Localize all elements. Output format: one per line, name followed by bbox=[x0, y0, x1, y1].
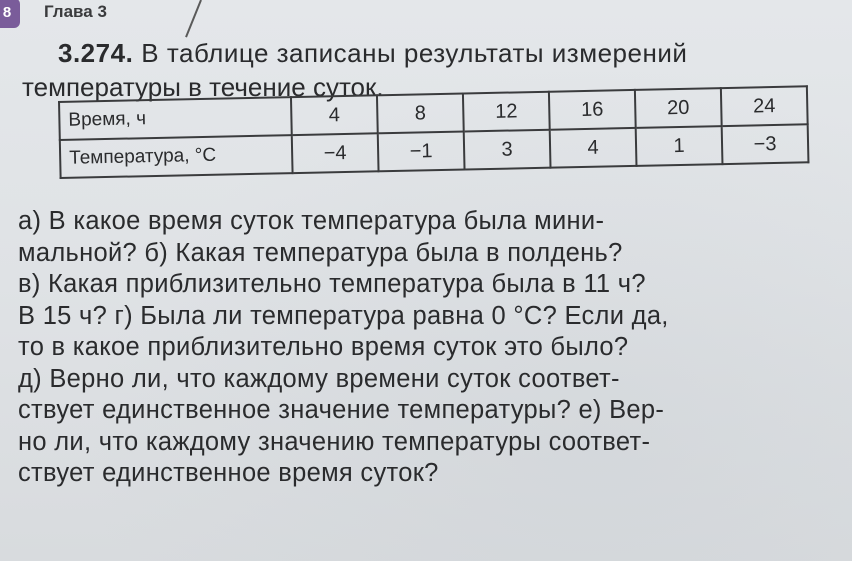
time-cell: 4 bbox=[291, 95, 378, 135]
question-line: В 15 ч? г) Была ли температура равна 0 °С? Если да, bbox=[18, 301, 669, 330]
question-line: но ли, что каждому значению температуры соответ- bbox=[18, 427, 651, 456]
time-cell: 20 bbox=[635, 88, 722, 128]
time-row-label: Время, ч bbox=[59, 97, 292, 140]
time-cell: 24 bbox=[721, 86, 808, 126]
problem-heading bbox=[58, 38, 687, 69]
measurement-table bbox=[58, 85, 809, 179]
problem-title-line1: В таблице записаны результаты измерений bbox=[141, 38, 688, 68]
time-cell: 8 bbox=[377, 94, 464, 134]
temperature-cell: −4 bbox=[292, 133, 379, 173]
question-line: д) Верно ли, что каждому времени суток соответ- bbox=[18, 364, 620, 393]
temperature-row-label: Температура, °С bbox=[60, 135, 293, 178]
page-tab: 8 bbox=[0, 0, 20, 28]
problem-number: 3.274. bbox=[58, 38, 134, 68]
temperature-cell: 4 bbox=[550, 128, 637, 168]
chapter-heading: Глава 3 bbox=[44, 2, 107, 21]
question-line: то в какое приблизительно время суток это было? bbox=[18, 333, 629, 361]
time-cell: 16 bbox=[549, 90, 636, 130]
pen-mark bbox=[185, 0, 202, 37]
question-line: мальной? б) Какая температура была в полдень? bbox=[18, 238, 623, 267]
temperature-cell: −1 bbox=[378, 132, 465, 172]
question-line: ствует единственное значение температуры? е) Вер- bbox=[18, 396, 665, 424]
question-line: ствует единственное время суток? bbox=[18, 459, 439, 487]
questions-block bbox=[18, 206, 834, 490]
question-line: а) В какое время суток температура была мини- bbox=[18, 207, 605, 235]
temperature-cell: 3 bbox=[464, 130, 551, 170]
temperature-cell: −3 bbox=[722, 124, 809, 164]
temperature-cell: 1 bbox=[636, 126, 723, 166]
time-cell: 12 bbox=[463, 92, 550, 132]
question-line: в) Какая приблизительно температура была в 11 ч? bbox=[18, 270, 646, 298]
problem-title-line2: температуры в течение суток. bbox=[22, 72, 384, 102]
